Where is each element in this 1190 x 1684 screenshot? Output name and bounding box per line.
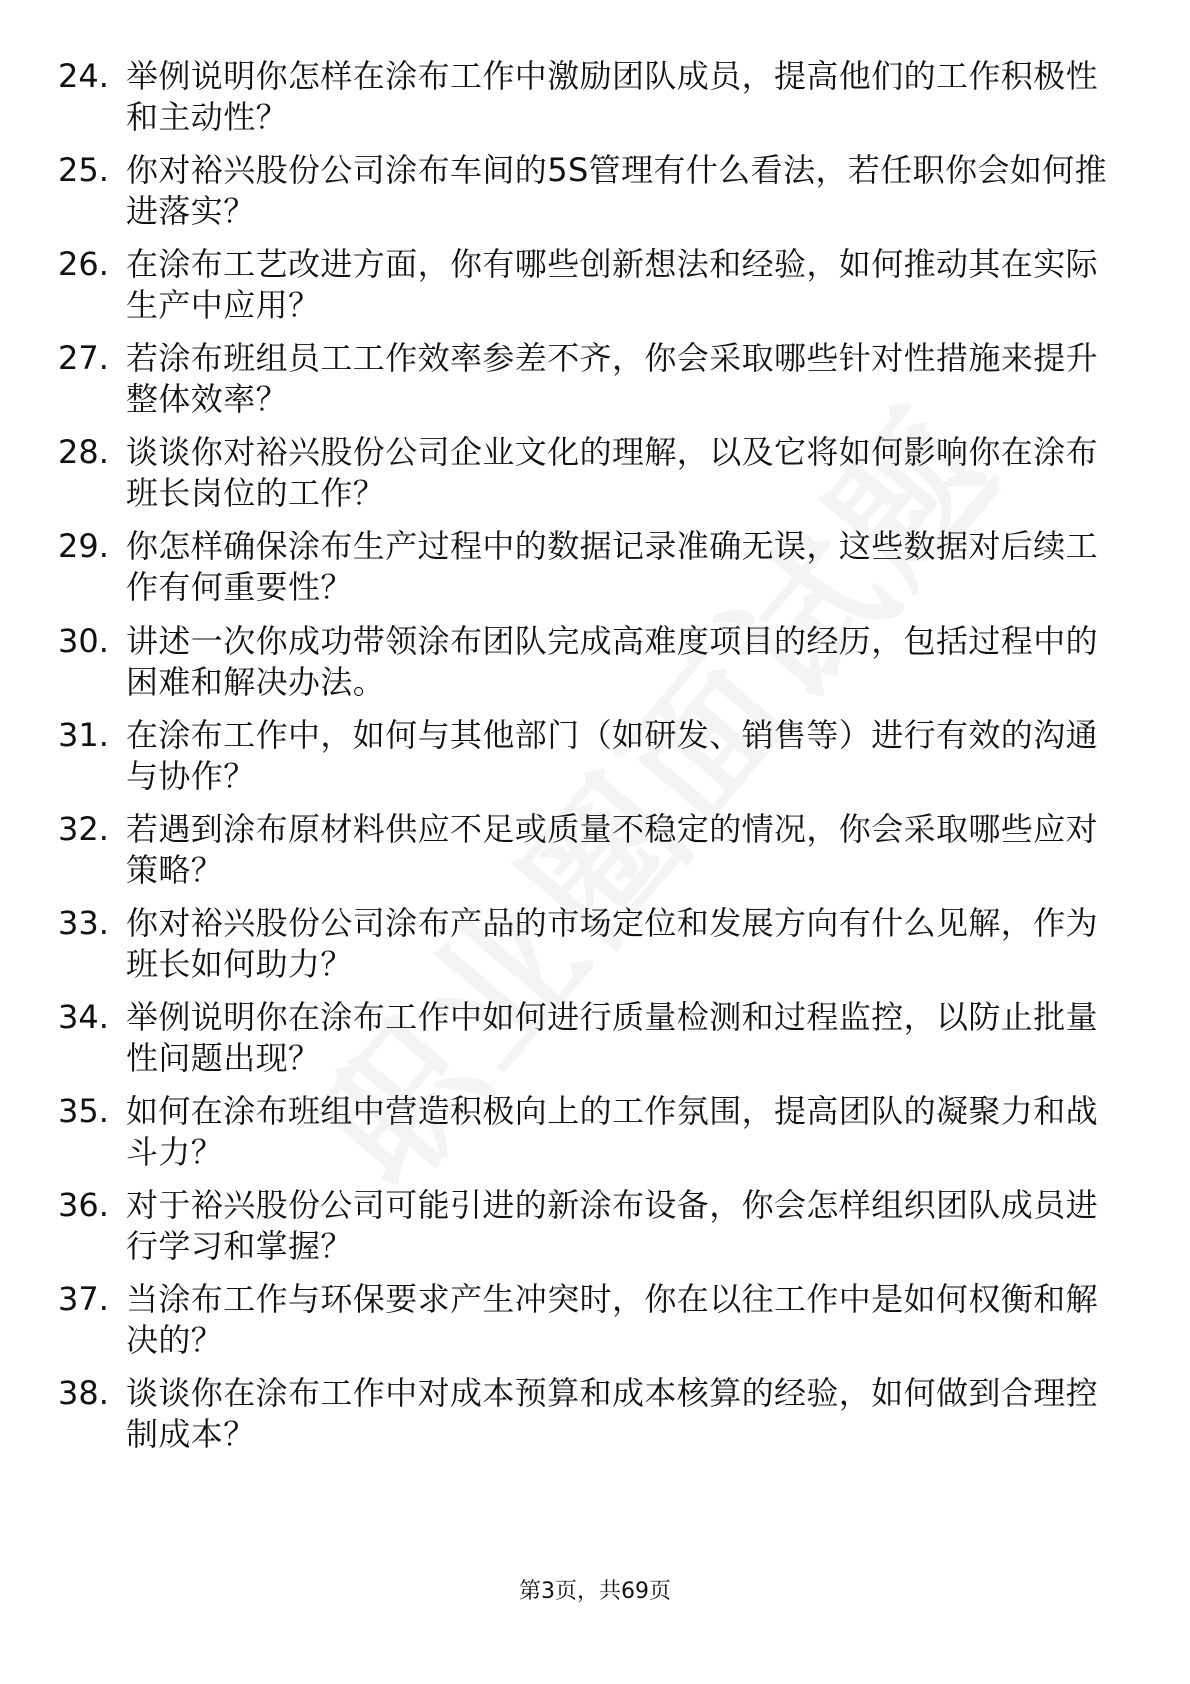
- question-number: 35.: [58, 1092, 109, 1131]
- question-number: 34.: [58, 997, 109, 1036]
- list-item: [58, 244, 1118, 326]
- question-text: 举例说明你怎样在涂布工作中激励团队成员，提高他们的工作积极性和主动性？: [126, 57, 1099, 136]
- question-text: 对于裕兴股份公司可能引进的新涂布设备，你会怎样组织团队成员进行学习和掌握？: [126, 1186, 1099, 1266]
- question-number: 31.: [58, 715, 109, 754]
- list-item: [58, 809, 1118, 891]
- list-item: [58, 56, 1118, 138]
- question-list: [58, 56, 1118, 1467]
- question-text: 讲述一次你成功带领涂布团队完成高难度项目的经历，包括过程中的困难和解决办法。: [126, 621, 1099, 701]
- question-text: 当涂布工作与环保要求产生冲突时，你在以往工作中是如何权衡和解决的？: [126, 1280, 1099, 1360]
- list-item: [58, 621, 1118, 703]
- list-item: [58, 526, 1118, 608]
- list-item: [58, 1279, 1118, 1361]
- question-number: 33.: [58, 903, 109, 942]
- question-number: 30.: [58, 621, 109, 660]
- question-text: 若遇到涂布原材料供应不足或质量不稳定的情况，你会采取哪些应对策略？: [126, 809, 1099, 889]
- question-text: 你对裕兴股份公司涂布产品的市场定位和发展方向有什么见解，作为班长如何助力？: [126, 903, 1099, 983]
- question-number: 37.: [58, 1280, 109, 1319]
- question-text: 在涂布工作中，如何与其他部门（如研发、销售等）进行有效的沟通与协作？: [126, 715, 1099, 795]
- question-number: 27.: [58, 339, 109, 378]
- question-text: 你怎样确保涂布生产过程中的数据记录准确无误，这些数据对后续工作有何重要性？: [126, 527, 1099, 607]
- question-number: 25.: [58, 151, 109, 190]
- question-text: 谈谈你在涂布工作中对成本预算和成本核算的经验，如何做到合理控制成本？: [126, 1374, 1099, 1454]
- list-item: [58, 1185, 1118, 1267]
- question-number: 36.: [58, 1186, 109, 1225]
- question-text: 在涂布工艺改进方面，你有哪些创新想法和经验，如何推动其在实际生产中应用？: [126, 245, 1099, 325]
- list-item: [58, 432, 1118, 514]
- list-item: [58, 338, 1118, 420]
- list-item: [58, 997, 1118, 1079]
- question-number: 26.: [58, 245, 109, 284]
- list-item: [58, 715, 1118, 797]
- question-number: 29.: [58, 527, 109, 566]
- question-number: 24.: [58, 57, 109, 95]
- question-text: 谈谈你对裕兴股份公司企业文化的理解，以及它将如何影响你在涂布班长岗位的工作？: [126, 433, 1099, 513]
- question-text: 如何在涂布班组中营造积极向上的工作氛围，提高团队的凝聚力和战斗力？: [126, 1092, 1099, 1172]
- page-footer: [0, 1577, 1190, 1607]
- list-item: [58, 1091, 1118, 1173]
- question-number: 38.: [58, 1374, 109, 1413]
- question-number: 28.: [58, 433, 109, 472]
- list-item: [58, 903, 1118, 985]
- list-item: [58, 150, 1118, 232]
- page-indicator: 第3页，共69页: [519, 1579, 671, 1604]
- question-text: 若涂布班组员工工作效率参差不齐，你会采取哪些针对性措施来提升整体效率？: [126, 339, 1099, 419]
- question-text: 你对裕兴股份公司涂布车间的5S管理有什么看法，若任职你会如何推进落实？: [126, 151, 1108, 231]
- list-item: [58, 1373, 1118, 1455]
- question-text: 举例说明你在涂布工作中如何进行质量检测和过程监控，以防止批量性问题出现？: [126, 997, 1099, 1077]
- question-number: 32.: [58, 809, 109, 848]
